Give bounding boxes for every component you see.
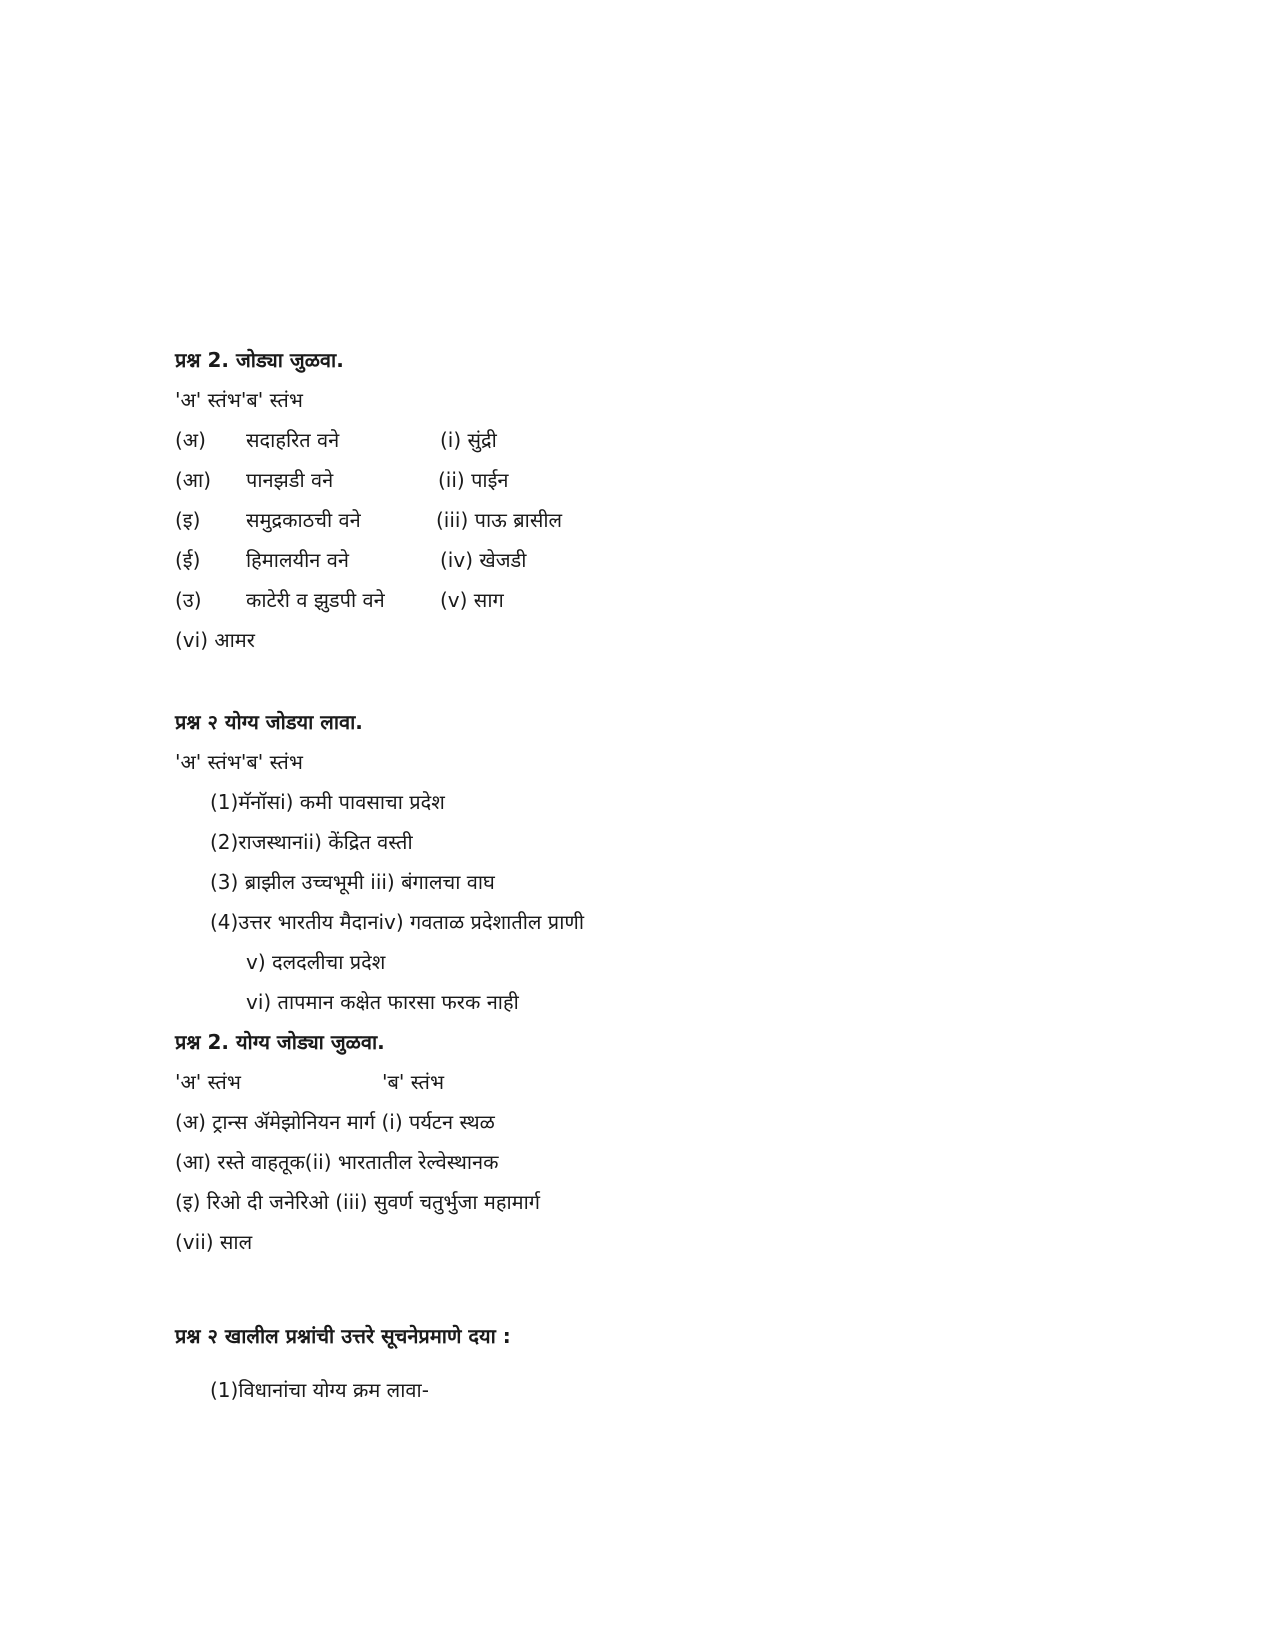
question-4-title: प्रश्न २ खालील प्रश्नांची उत्तरे सूचनेप्रमाणे दया :	[175, 1324, 511, 1348]
question-3-line: (आ) रस्ते वाहतूक(ii) भारतातील रेल्वेस्थानक	[175, 1150, 499, 1174]
question-3-column-b-header: 'ब' स्तंभ	[382, 1070, 445, 1094]
question-2-line: (3) ब्राझील उच्चभूमी iii) बंगालचा वाघ	[210, 870, 495, 894]
row-right: (iv) खेजडी	[440, 548, 527, 572]
question-2-line: (2)राजस्थानii) केंद्रित वस्ती	[210, 830, 413, 854]
row-left: पानझडी वने	[246, 468, 334, 492]
row-left: समुद्रकाठची वने	[246, 508, 361, 532]
question-4-item: (1)विधानांचा योग्य क्रम लावा-	[210, 1378, 429, 1402]
question-3-line: (अ) ट्रान्स ॲमेझोनियन मार्ग (i) पर्यटन स्थळ	[175, 1110, 495, 1134]
question-3-line: (इ) रिओ दी जनेरिओ (iii) सुवर्ण चतुर्भुजा महामार्ग	[175, 1190, 541, 1214]
row-left: हिमालयीन वने	[246, 548, 349, 572]
question-1-title: प्रश्न 2. जोड्या जुळवा.	[175, 348, 344, 372]
question-1-column-header: 'अ' स्तंभ'ब' स्तंभ	[175, 388, 303, 412]
row-label: (अ)	[175, 428, 206, 452]
question-3-line: (vii) साल	[175, 1230, 253, 1254]
row-left: काटेरी व झुडपी वने	[246, 588, 385, 612]
question-2-title: प्रश्न २ योग्य जोडया लावा.	[175, 710, 363, 734]
question-3-column-a-header: 'अ' स्तंभ	[175, 1070, 241, 1094]
question-1-extra-option: (vi) आमर	[175, 628, 255, 652]
question-2-line: (1)मॅनॉसi) कमी पावसाचा प्रदेश	[210, 790, 445, 814]
question-2-sub-line: v) दलदलीचा प्रदेश	[246, 950, 386, 974]
row-label: (उ)	[175, 588, 202, 612]
row-label: (आ)	[175, 468, 212, 492]
question-3-title: प्रश्न 2. योग्य जोड्या जुळवा.	[175, 1030, 385, 1054]
row-label: (इ)	[175, 508, 201, 532]
row-right: (iii) पाऊ ब्रासील	[436, 508, 563, 532]
row-right: (v) साग	[440, 588, 504, 612]
question-2-sub-line: vi) तापमान कक्षेत फारसा फरक नाही	[246, 990, 519, 1014]
question-2-line: (4)उत्तर भारतीय मैदानiv) गवताळ प्रदेशातील प्राणी	[210, 910, 585, 934]
row-right: (ii) पाईन	[438, 468, 509, 492]
row-label: (ई)	[175, 548, 201, 572]
row-right: (i) सुंद्री	[440, 428, 497, 452]
row-left: सदाहरित वने	[246, 428, 340, 452]
question-2-column-header: 'अ' स्तंभ'ब' स्तंभ	[175, 750, 303, 774]
